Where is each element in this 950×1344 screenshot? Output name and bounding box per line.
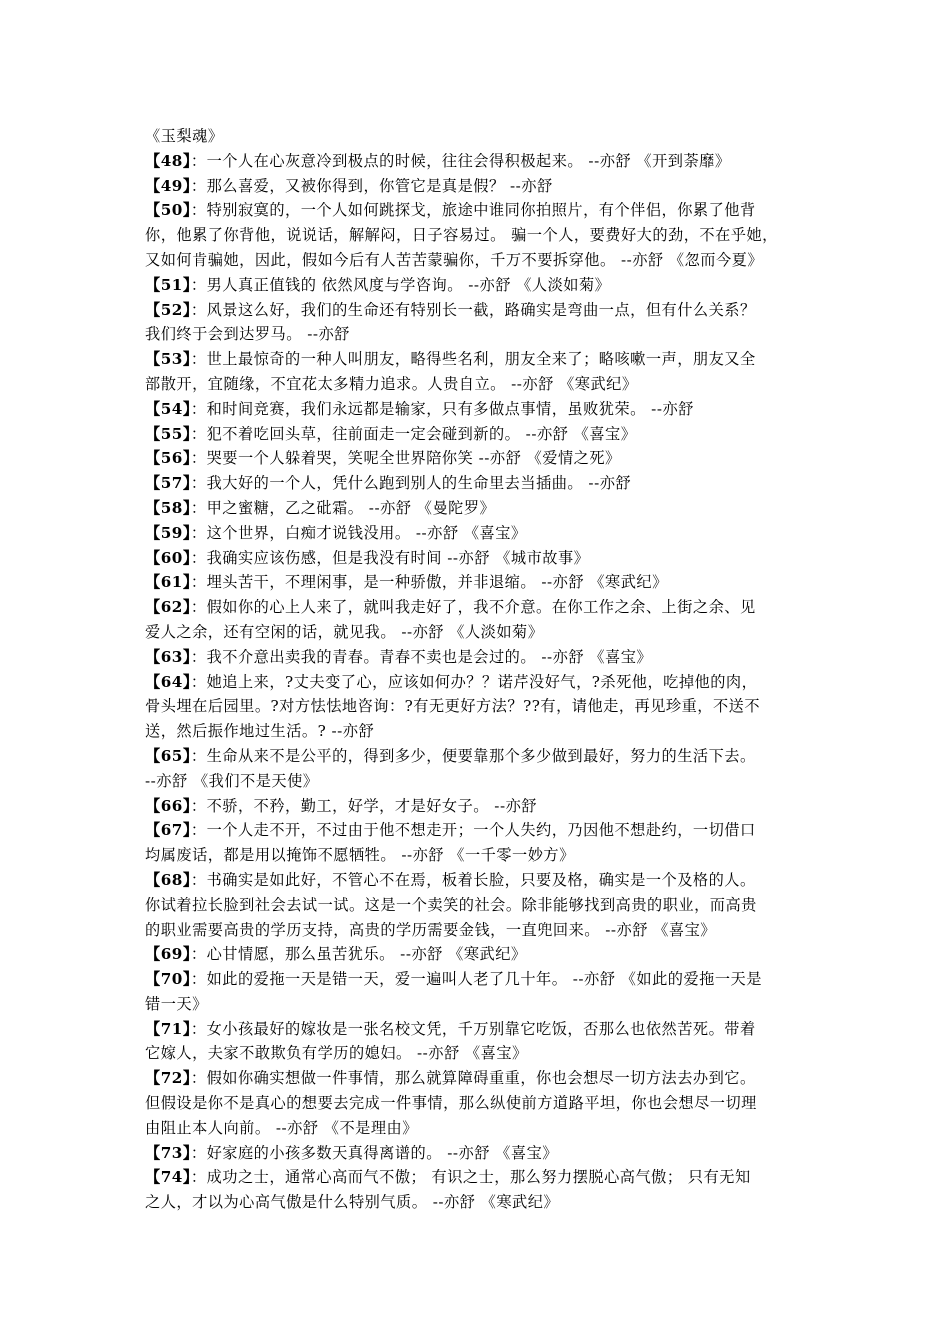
quote-text: ：我确实应该伤感，但是我没有时间 --亦舒 《城市故事》 — [190, 548, 590, 567]
quote-text: 它嫁人，夫家不敢欺负有学历的媳妇。 --亦舒 《喜宝》 — [145, 1044, 528, 1063]
quote-line — [145, 372, 817, 397]
quote-text: 你试着拉长脸到社会去试一试。这是一个卖笑的社会。除非能够找到高贵的职业，而高贵 — [145, 895, 757, 914]
quote-item — [145, 347, 817, 397]
quote-item — [145, 595, 817, 645]
quote-line — [145, 942, 817, 967]
quote-number: 【62】 — [145, 598, 191, 617]
quote-item — [145, 670, 817, 744]
quote-line — [145, 769, 817, 794]
quote-text: ：好家庭的小孩多数天真得离谱的。 --亦舒 《喜宝》 — [190, 1143, 558, 1162]
quote-line — [145, 248, 817, 273]
quote-text: ：犯不着吃回头草，往前面走一定会碰到新的。 --亦舒 《喜宝》 — [190, 424, 637, 443]
quote-number: 【57】 — [145, 474, 191, 493]
document-page — [145, 124, 817, 1215]
quote-line — [145, 298, 817, 323]
quote-line — [145, 1066, 817, 1091]
quote-item — [145, 446, 817, 471]
quote-number: 【50】 — [145, 201, 191, 220]
quote-number: 【73】 — [145, 1143, 191, 1162]
quote-item — [145, 967, 817, 1017]
quote-line — [145, 223, 817, 248]
quote-text: 你，他累了你背他，说说话，解解闷，日子容易过。 骗一个人，要费好大的劲，不在乎她， — [145, 226, 778, 245]
quote-item — [145, 298, 817, 348]
quote-text: ：心甘情愿，那么虽苦犹乐。 --亦舒 《寒武纪》 — [190, 945, 527, 964]
quote-line — [145, 794, 817, 819]
quote-text: ：假如你的心上人来了，就叫我走好了，我不介意。在你工作之余、上街之余、见 — [190, 598, 756, 617]
quote-text: 由阻止本人向前。 --亦舒 《不是理由》 — [145, 1118, 418, 1137]
quote-item — [145, 645, 817, 670]
quote-text: ：一个人在心灰意冷到极点的时候，往往会得积极起来。 --亦舒 《开到荼靡》 — [190, 151, 731, 170]
quote-text: 送，然后振作地过生活。? --亦舒 — [145, 722, 375, 741]
quote-text: ：甲之蜜糖，乙之砒霜。 --亦舒 《曼陀罗》 — [190, 498, 496, 517]
quote-text: 但假设是你不是真心的想要去完成一件事情，那么纵使前方道路平坦，你也会想尽一切理 — [145, 1094, 757, 1113]
quote-line — [145, 694, 817, 719]
quote-text: 骨头埋在后园里。?对方怯怯地咨询：?有无更好方法？??有，请他走，再见珍重，不送不 — [145, 697, 761, 716]
quote-number: 【67】 — [145, 821, 191, 840]
quote-text: ：世上最惊奇的一种人叫朋友，略得些名利，朋友全来了；略咳嗽一声，朋友又全 — [190, 350, 756, 369]
quote-text: ：那么喜爱，又被你得到，你管它是真是假？ --亦舒 — [190, 176, 553, 195]
quote-line — [145, 595, 817, 620]
quote-text: ：假如你确实想做一件事情，那么就算障碍重重，你也会想尽一切方法去办到它。 — [190, 1069, 756, 1088]
quote-item — [145, 744, 817, 794]
quote-text: 之人，才以为心高气傲是什么特别气质。 --亦舒 《寒武纪》 — [145, 1193, 560, 1212]
quote-text: --亦舒 《我们不是天使》 — [145, 771, 319, 790]
quote-line — [145, 273, 817, 298]
quote-text: ：哭要一个人躲着哭，笑呢全世界陪你笑 --亦舒 《爱情之死》 — [190, 449, 621, 468]
quote-text: ：我大好的一个人，凭什么跑到别人的生命里去当插曲。 --亦舒 — [190, 474, 632, 493]
quote-number: 【69】 — [145, 945, 191, 964]
quote-number: 【52】 — [145, 300, 191, 319]
quote-number: 【72】 — [145, 1069, 191, 1088]
quote-text: ：埋头苦干，不理闲事，是一种骄傲，并非退缩。 --亦舒 《寒武纪》 — [190, 573, 668, 592]
quote-text: ：书确实是如此好，不管心不在焉，板着长脸，只要及格，确实是一个及格的人。 — [190, 870, 756, 889]
quote-text: ：不骄，不矜，勤工，好学，才是好女子。 --亦舒 — [190, 796, 537, 815]
quote-line — [145, 322, 817, 347]
quote-number: 【55】 — [145, 424, 191, 443]
quote-line — [145, 744, 817, 769]
quote-number: 【51】 — [145, 275, 191, 294]
quote-line — [145, 1017, 817, 1042]
quote-line — [145, 546, 817, 571]
quote-number: 【64】 — [145, 672, 191, 691]
quote-line — [145, 868, 817, 893]
quote-line — [145, 818, 817, 843]
quote-text: ：男人真正值钱的 依然风度与学咨询。 --亦舒 《人淡如菊》 — [190, 275, 611, 294]
quote-text: ：如此的爱拖一天是错一天，爱一遍叫人老了几十年。 --亦舒 《如此的爱拖一天是 — [190, 970, 762, 989]
quote-number: 【56】 — [145, 449, 191, 468]
quote-item — [145, 1017, 817, 1067]
quote-item — [145, 422, 817, 447]
quote-line — [145, 347, 817, 372]
quote-number: 【70】 — [145, 970, 191, 989]
quote-text: ：和时间竞赛，我们永远都是输家，只有多做点事情，虽败犹荣。 --亦舒 — [190, 399, 694, 418]
quote-line — [145, 496, 817, 521]
quote-line — [145, 198, 817, 223]
quote-item — [145, 868, 817, 942]
quote-number: 【54】 — [145, 399, 191, 418]
quote-line — [145, 174, 817, 199]
quote-number: 【60】 — [145, 548, 191, 567]
quote-list — [145, 149, 817, 1215]
quote-line — [145, 918, 817, 943]
quote-line — [145, 893, 817, 918]
quote-number: 【63】 — [145, 647, 191, 666]
quote-number: 【53】 — [145, 350, 191, 369]
quote-line — [145, 1141, 817, 1166]
quote-item — [145, 1141, 817, 1166]
quote-line — [145, 620, 817, 645]
quote-line — [145, 1116, 817, 1141]
quote-text: 我们终于会到达罗马。 --亦舒 — [145, 325, 350, 344]
quote-item — [145, 546, 817, 571]
quote-text: ：生命从来不是公平的，得到多少，便要靠那个多少做到最好，努力的生活下去。 — [190, 746, 756, 765]
quote-line — [145, 397, 817, 422]
quote-text: ：她追上来，?丈夫变了心，应该如何办？？诺芹没好气，?杀死他，吃掉他的肉， — [190, 672, 758, 691]
quote-item — [145, 1165, 817, 1215]
quote-text: 均属废话，都是用以掩饰不愿牺牲。 --亦舒 《一千零一妙方》 — [145, 846, 575, 865]
quote-line — [145, 670, 817, 695]
quote-item — [145, 496, 817, 521]
quote-number: 【49】 — [145, 176, 191, 195]
quote-line — [145, 967, 817, 992]
quote-item — [145, 1066, 817, 1140]
quote-line — [145, 149, 817, 174]
quote-text: 的职业需要高贵的学历支持，高贵的学历需要金钱，一直兜回来。 --亦舒 《喜宝》 — [145, 920, 716, 939]
quote-item — [145, 942, 817, 967]
quote-number: 【71】 — [145, 1019, 191, 1038]
quote-line — [145, 471, 817, 496]
quote-text: ：成功之士，通常心高而气不傲； 有识之士，那么努力摆脱心高气傲； 只有无知 — [190, 1168, 751, 1187]
quote-text: 错一天》 — [145, 994, 208, 1013]
quote-line — [145, 446, 817, 471]
quote-number: 【74】 — [145, 1168, 191, 1187]
quote-number: 【59】 — [145, 523, 191, 542]
quote-line — [145, 1091, 817, 1116]
quote-item — [145, 818, 817, 868]
quote-line — [145, 992, 817, 1017]
quote-number: 【48】 — [145, 151, 191, 170]
quote-line — [145, 843, 817, 868]
quote-number: 【58】 — [145, 498, 191, 517]
quote-number: 【61】 — [145, 573, 191, 592]
quote-number: 【68】 — [145, 870, 191, 889]
quote-item — [145, 149, 817, 174]
quote-line — [145, 1041, 817, 1066]
book-title-line: 《玉梨魂》 — [145, 127, 224, 145]
quote-item — [145, 570, 817, 595]
quote-item — [145, 273, 817, 298]
quote-text: ：女小孩最好的嫁妆是一张名校文凭，千万别靠它吃饭，否那么也依然苦死。带着 — [190, 1019, 756, 1038]
quote-item — [145, 198, 817, 272]
quote-text: 部散开，宜随缘，不宜花太多精力追求。人贵自立。 --亦舒 《寒武纪》 — [145, 374, 638, 393]
quote-item — [145, 174, 817, 199]
quote-line — [145, 1190, 817, 1215]
quote-item — [145, 471, 817, 496]
quote-text: ：一个人走不开，不过由于他不想走开；一个人失约，乃因他不想赴约，一切借口 — [190, 821, 756, 840]
quote-item — [145, 794, 817, 819]
quote-text: ：我不介意出卖我的青春。青春不卖也是会过的。 --亦舒 《喜宝》 — [190, 647, 653, 666]
quote-text: 爱人之余，还有空闲的话，就见我。 --亦舒 《人淡如菊》 — [145, 622, 544, 641]
quote-item — [145, 397, 817, 422]
quote-item — [145, 521, 817, 546]
quote-number: 【66】 — [145, 796, 191, 815]
quote-line — [145, 570, 817, 595]
quote-line — [145, 1165, 817, 1190]
quote-line — [145, 719, 817, 744]
quote-line — [145, 521, 817, 546]
quote-text: ：特别寂寞的，一个人如何跳探戈，旅途中谁同你拍照片，有个伴侣，你累了他背 — [190, 201, 756, 220]
quote-number: 【65】 — [145, 746, 191, 765]
quote-line — [145, 422, 817, 447]
quote-line — [145, 645, 817, 670]
quote-text: ：风景这么好，我们的生命还有特别长一截，路确实是弯曲一点，但有什么关系？ — [190, 300, 756, 319]
quote-text: ：这个世界，白痴才说钱没用。 --亦舒 《喜宝》 — [190, 523, 527, 542]
quote-text: 又如何肯骗她，因此，假如今后有人苦苦蒙骗你，千万不要拆穿他。 --亦舒 《忽而今夏》 — [145, 250, 764, 269]
